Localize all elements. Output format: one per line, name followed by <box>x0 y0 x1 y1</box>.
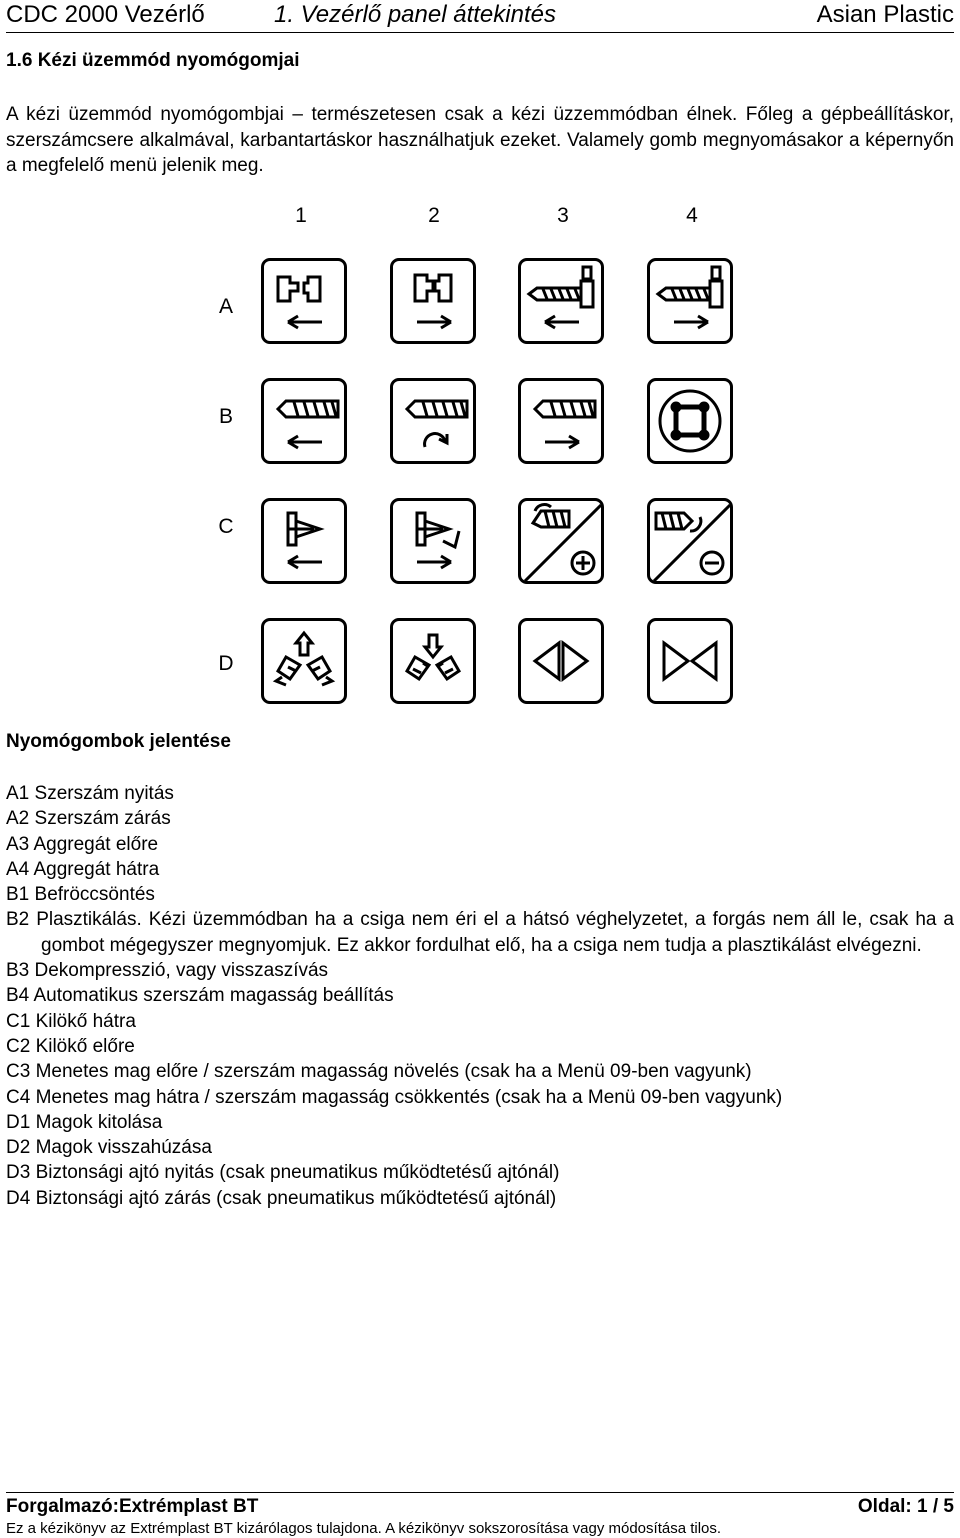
column-label-1: 1 <box>295 204 307 227</box>
legend-item: B3 Dekompresszió, vagy visszaszívás <box>6 960 329 982</box>
safety-door-close-button[interactable] <box>647 618 733 704</box>
intro-text: A kézi üzemmód nyomógombjai – természetesen csak a kézi üzzemmódban élnek. Főleg a gépbeállításkor, szerszámcsere alkalmával, karbantartáskor használhatjuk ezeket. Valamely gomb megnyomásakor a képernyőn a megfelelő menü jelenik meg. <box>6 104 954 176</box>
footer-page-number: Oldal: 1 / 5 <box>857 1496 954 1517</box>
core-in-button[interactable] <box>390 618 476 704</box>
legend-title: Nyomógombok jelentése <box>6 731 231 752</box>
decompression-icon <box>521 381 601 461</box>
header-chapter: 1. Vezérlő panel áttekintés <box>274 1 556 28</box>
legend-item: C1 Kilökő hátra <box>6 1010 136 1032</box>
legend-item: D1 Magok kitolása <box>6 1111 163 1133</box>
legend-item: A1 Szerszám nyitás <box>6 783 174 804</box>
injection-unit-back-button[interactable] <box>647 258 733 344</box>
thread-back-height-minus-button[interactable] <box>647 498 733 584</box>
core-in-icon <box>393 621 473 701</box>
safety-door-close-icon <box>650 621 730 701</box>
section-title: 1.6 Kézi üzemmód nyomógomjai <box>6 50 300 71</box>
safety-door-open-button[interactable] <box>518 618 604 704</box>
ejector-forward-button[interactable] <box>390 498 476 584</box>
injection-unit-back-icon <box>650 261 730 341</box>
mold-close-button[interactable] <box>390 258 476 344</box>
thread-forward-height-plus-icon <box>521 501 601 581</box>
thread-forward-height-plus-button[interactable] <box>518 498 604 584</box>
legend-item: B2 Plasztikálás. Kézi üzemmódban ha a csiga nem éri el a hátsó véghelyzetet, a forgás nem áll le, csak ha a gombot mégegyszer megnyomjuk. Ez akkor fordulhat elő, ha a csiga nem tudja a plasztikálást elvégezni. <box>6 909 954 956</box>
footer-distributor: Forgalmazó:Extrémplast BT <box>6 1496 259 1517</box>
legend-item: D2 Magok visszahúzása <box>6 1137 212 1159</box>
legend-list <box>6 781 954 1211</box>
column-label-2: 2 <box>428 204 440 227</box>
row-label-c: C <box>218 515 234 538</box>
legend-item: D3 Biztonsági ajtó nyitás (csak pneumatikus működtetésű ajtónál) <box>6 1162 560 1184</box>
legend-item: C4 Menetes mag hátra / szerszám magasság csökkentés (csak ha a Menü 09-ben vagyunk) <box>6 1086 783 1108</box>
row-label-b: B <box>218 405 233 428</box>
plasticizing-icon <box>393 381 473 461</box>
intro-paragraph <box>6 102 954 179</box>
injection-unit-forward-icon <box>521 261 601 341</box>
plasticizing-button[interactable] <box>390 378 476 464</box>
ejector-back-icon <box>264 501 344 581</box>
page-footer <box>6 1496 954 1520</box>
thread-back-height-minus-icon <box>650 501 730 581</box>
injection-button[interactable] <box>261 378 347 464</box>
ejector-forward-icon <box>393 501 473 581</box>
legend-item: A4 Aggregát hátra <box>6 858 160 880</box>
legend-item: B1 Befröccsöntés <box>6 884 155 906</box>
legend-item: A2 Szerszám zárás <box>6 808 171 830</box>
safety-door-open-icon <box>521 621 601 701</box>
legend-item: D4 Biztonsági ajtó zárás (csak pneumatikus működtetésű ajtónál) <box>6 1187 557 1209</box>
injection-unit-forward-button[interactable] <box>518 258 604 344</box>
page-header <box>6 0 954 33</box>
mold-open-icon <box>264 261 344 341</box>
ejector-back-button[interactable] <box>261 498 347 584</box>
footer-copyright: Ez a kézikönyv az Extrémplast BT kizárólagos tulajdona. A kézikönyv sokszorosítása vagy módosítása tilos. <box>6 1520 722 1537</box>
mold-close-icon <box>393 261 473 341</box>
legend-item: C3 Menetes mag előre / szerszám magasság növelés (csak ha a Menü 09-ben vagyunk) <box>6 1061 752 1083</box>
core-out-button[interactable] <box>261 618 347 704</box>
row-label-d: D <box>218 652 234 675</box>
injection-icon <box>264 381 344 461</box>
column-label-4: 4 <box>686 204 698 227</box>
mold-open-button[interactable] <box>261 258 347 344</box>
decompression-button[interactable] <box>518 378 604 464</box>
auto-mold-height-icon <box>650 381 730 461</box>
legend-item: B4 Automatikus szerszám magasság beállítás <box>6 985 394 1007</box>
auto-mold-height-button[interactable] <box>647 378 733 464</box>
legend-item: A3 Aggregát előre <box>6 833 159 855</box>
column-label-3: 3 <box>557 204 569 227</box>
header-company: Asian Plastic <box>816 1 954 28</box>
header-product: CDC 2000 Vezérlő <box>6 1 205 28</box>
footer-divider <box>6 1492 954 1493</box>
legend-item: C2 Kilökő előre <box>6 1035 135 1057</box>
core-out-icon <box>264 621 344 701</box>
row-label-a: A <box>218 295 233 318</box>
